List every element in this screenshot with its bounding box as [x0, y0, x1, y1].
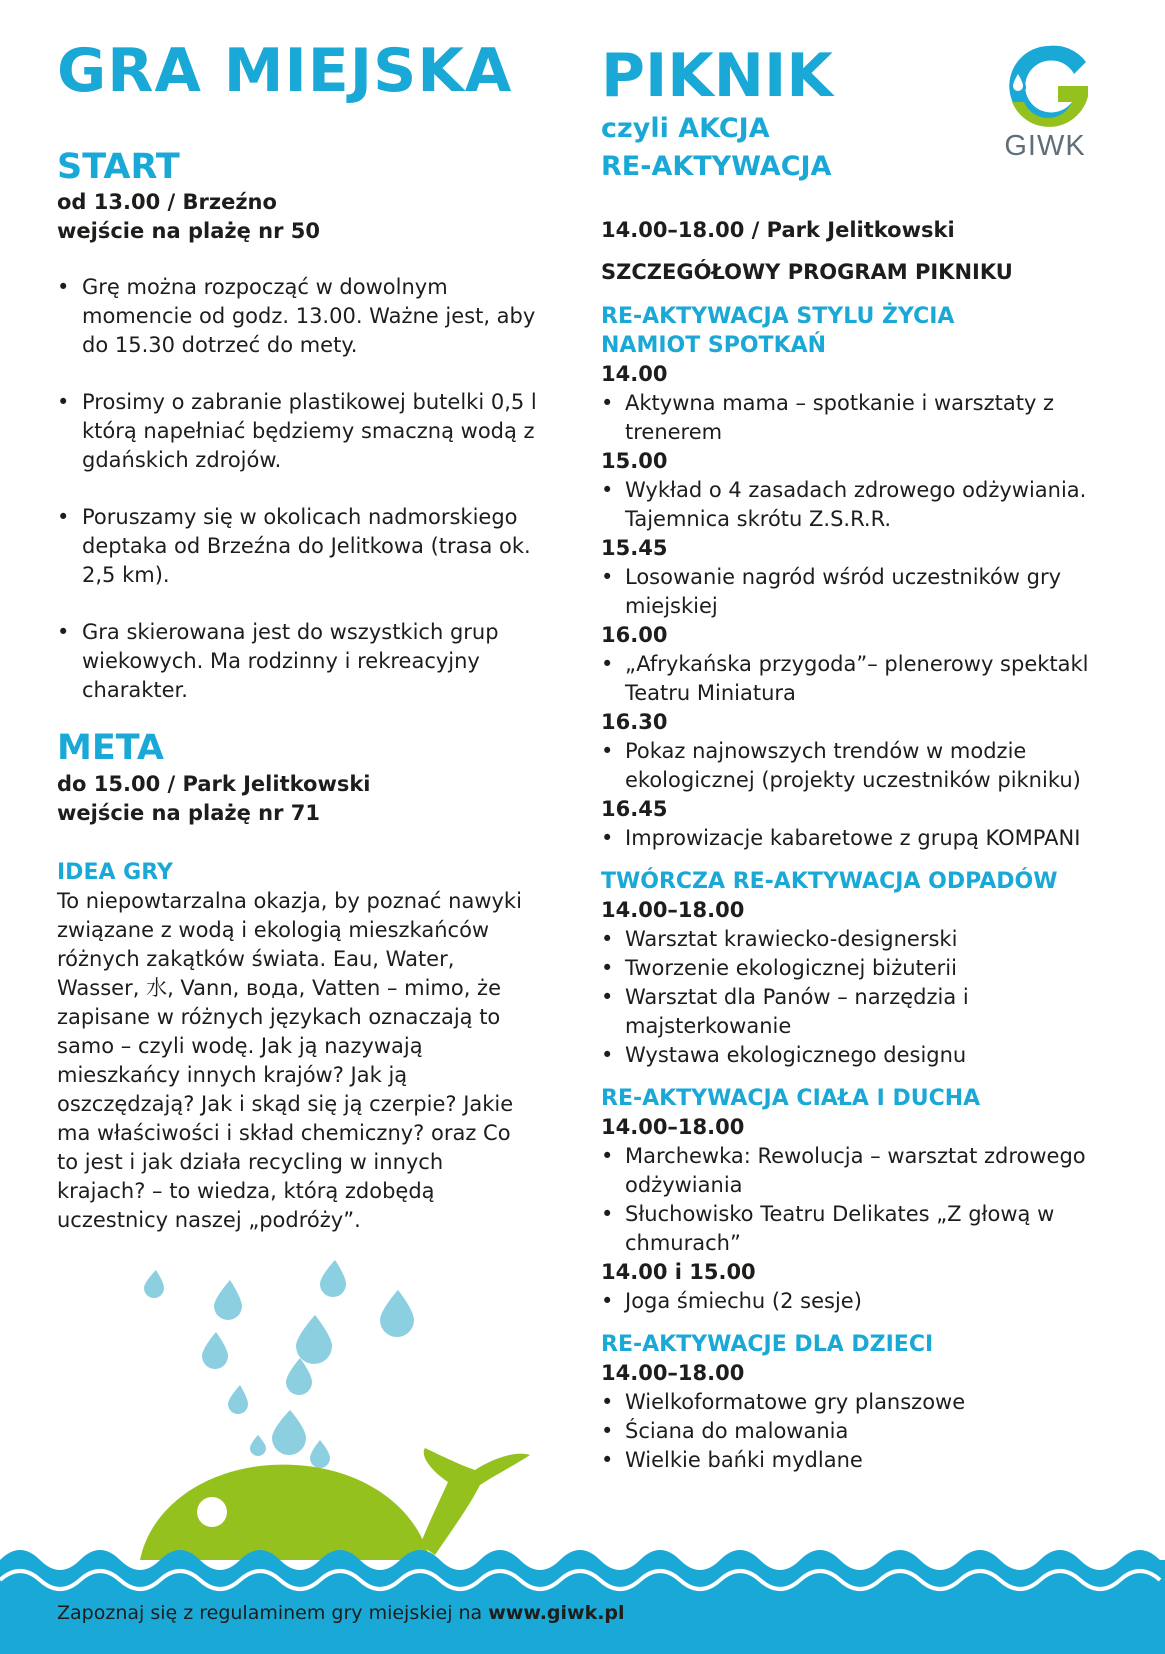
footer-label: Zapoznaj się z regulaminem gry miejskiej na: [57, 1602, 489, 1624]
slot-time: 15.00: [601, 449, 668, 473]
piknik-subtitle-line2: RE-AKTYWACJA: [601, 151, 832, 182]
slot-list: [601, 1287, 1091, 1316]
water-drop-icon: [310, 1440, 330, 1468]
list-item: • Wystawa ekologicznego designu: [601, 1041, 1091, 1070]
section-heading: RE-AKTYWACJE DLA DZIECI: [601, 1332, 934, 1357]
water-drop-icon: [214, 1280, 242, 1320]
water-drop-icon: [320, 1260, 346, 1297]
water-drop-icon: [250, 1435, 266, 1456]
idea-text: To niepowtarzalna okazja, by poznać nawyki związane z wodą i ekologią mieszkańców różnych zakątków świata. Eau, Water, Wasser, 水, Vann, вода, Vatten – mimo, że zapisane w różnych językach oznaczają to samo – czyli wodę. Jak ją nazywają mieszkańcy innych krajów? Jak ją oszczędzają? Jak i skąd się ją czerpie? Jakie ma właściwości i skład chemiczny? oraz Co to jest i jak działa recycling w innych krajach? – to wiedza, którą zdobędą uczestnicy naszej „podróży”.: [57, 889, 522, 1232]
list-item: • Słuchowisko Teatru Delikates „Z głową w chmurach”: [601, 1200, 1091, 1258]
section-subheading: NAMIOT SPOTKAŃ: [601, 333, 827, 358]
list-item: • Wielkie bańki mydlane: [601, 1446, 1091, 1475]
water-drop-icon: [202, 1332, 228, 1369]
piknik-title: PIKNIK: [601, 41, 833, 111]
slot-time: 14.00 i 15.00: [601, 1260, 756, 1284]
list-item: • Marchewka: Rewolucja – warsztat zdrowego odżywiania: [601, 1142, 1091, 1200]
list-item: • Improwizacje kabaretowe z grupą KOMPANI: [601, 824, 1091, 853]
slot-time: 14.00–18.00: [601, 1115, 745, 1139]
start-time: od 13.00 / Brzeźno: [57, 190, 277, 214]
slot-time: 16.00: [601, 623, 668, 647]
section-heading: RE-AKTYWACJA STYLU ŻYCIA: [601, 304, 955, 329]
meta-entry: wejście na plażę nr 71: [57, 801, 320, 825]
list-item: • Prosimy o zabranie plastikowej butelki 0,5 l którą napełniać będziemy smaczną wodą z gdańskich zdrojów.: [57, 388, 557, 475]
slot-list: [601, 563, 1091, 621]
water-drop-icon: [286, 1358, 312, 1395]
slot-time: 16.45: [601, 797, 668, 821]
slot-list: [601, 925, 1091, 1070]
park-time: 14.00–18.00 / Park Jelitkowski: [601, 218, 955, 242]
list-item: • Gra skierowana jest do wszystkich grup wiekowych. Ma rodzinny i rekreacyjny charakter.: [57, 618, 557, 705]
list-item: • Pokaz najnowszych trendów w modzie ekologicznej (projekty uczestników pikniku): [601, 737, 1091, 795]
meta-info: [57, 770, 371, 828]
slot-list: [601, 1142, 1091, 1258]
list-item: • „Afrykańska przygoda”– plenerowy spektakl Teatru Miniatura: [601, 650, 1091, 708]
slot-list: [601, 1388, 1091, 1475]
water-drop-icon: [272, 1410, 306, 1455]
idea-heading: IDEA GRY: [57, 860, 173, 885]
list-item: • Warsztat krawiecko-designerski: [601, 925, 1091, 954]
slot-time: 14.00–18.00: [601, 1361, 745, 1385]
water-drop-icon: [380, 1290, 414, 1337]
list-item: • Aktywna mama – spotkanie i warsztaty z trenerem: [601, 389, 1091, 447]
program: [601, 302, 1091, 1475]
slot-time: 15.45: [601, 536, 668, 560]
slot-time: 14.00: [601, 362, 668, 386]
waves-footer-band: [0, 1540, 1165, 1654]
program-title: SZCZEGÓŁOWY PROGRAM PIKNIKU: [601, 260, 1013, 284]
slot-list: [601, 476, 1091, 534]
start-heading: START: [57, 147, 180, 187]
list-item: • Ściana do malowania: [601, 1417, 1091, 1446]
slot-list: [601, 824, 1091, 853]
piknik-subtitle-line1: czyli AKCJA: [601, 113, 770, 144]
slot-list: [601, 389, 1091, 447]
page-title-gra-miejska: GRA MIEJSKA: [57, 36, 513, 106]
slot-list: [601, 737, 1091, 795]
section-heading: RE-AKTYWACJA CIAŁA I DUCHA: [601, 1086, 981, 1111]
footer-link[interactable]: www.giwk.pl: [488, 1602, 625, 1624]
rules-list: [57, 273, 557, 733]
water-drop-icon: [228, 1385, 248, 1414]
whale-illustration: [130, 1260, 590, 1580]
water-drop-icon: [296, 1315, 332, 1364]
start-info: [57, 188, 320, 246]
start-entry: wejście na plażę nr 50: [57, 219, 320, 243]
list-item: • Tworzenie ekologicznej biżuterii: [601, 954, 1091, 983]
list-item: • Poruszamy się w okolicach nadmorskiego deptaka od Brzeźna do Jelitkowa (trasa ok. 2,5 km).: [57, 503, 557, 590]
slot-list: [601, 650, 1091, 708]
list-item: • Grę można rozpocząć w dowolnym momencie od godz. 13.00. Ważne jest, aby do 15.30 dotrzeć do mety.: [57, 273, 557, 360]
meta-time: do 15.00 / Park Jelitkowski: [57, 772, 371, 796]
slot-time: 14.00–18.00: [601, 898, 745, 922]
list-item: • Wykład o 4 zasadach zdrowego odżywiania. Tajemnica skrótu Z.S.R.R.: [601, 476, 1091, 534]
list-item: • Wielkoformatowe gry planszowe: [601, 1388, 1091, 1417]
logo-text: GIWK: [1004, 130, 1086, 162]
whale-eye: [197, 1497, 227, 1527]
list-item: • Joga śmiechu (2 sesje): [601, 1287, 1091, 1316]
water-drop-icon: [144, 1270, 164, 1298]
footer-text: [57, 1600, 625, 1626]
slot-time: 16.30: [601, 710, 668, 734]
list-item: • Warsztat dla Panów – narzędzia i majsterkowanie: [601, 983, 1091, 1041]
section-heading: TWÓRCZA RE-AKTYWACJA ODPADÓW: [601, 869, 1058, 894]
meta-heading: META: [57, 728, 164, 768]
list-item: • Losowanie nagród wśród uczestników gry miejskiej: [601, 563, 1091, 621]
piknik-subtitle: [601, 110, 831, 186]
